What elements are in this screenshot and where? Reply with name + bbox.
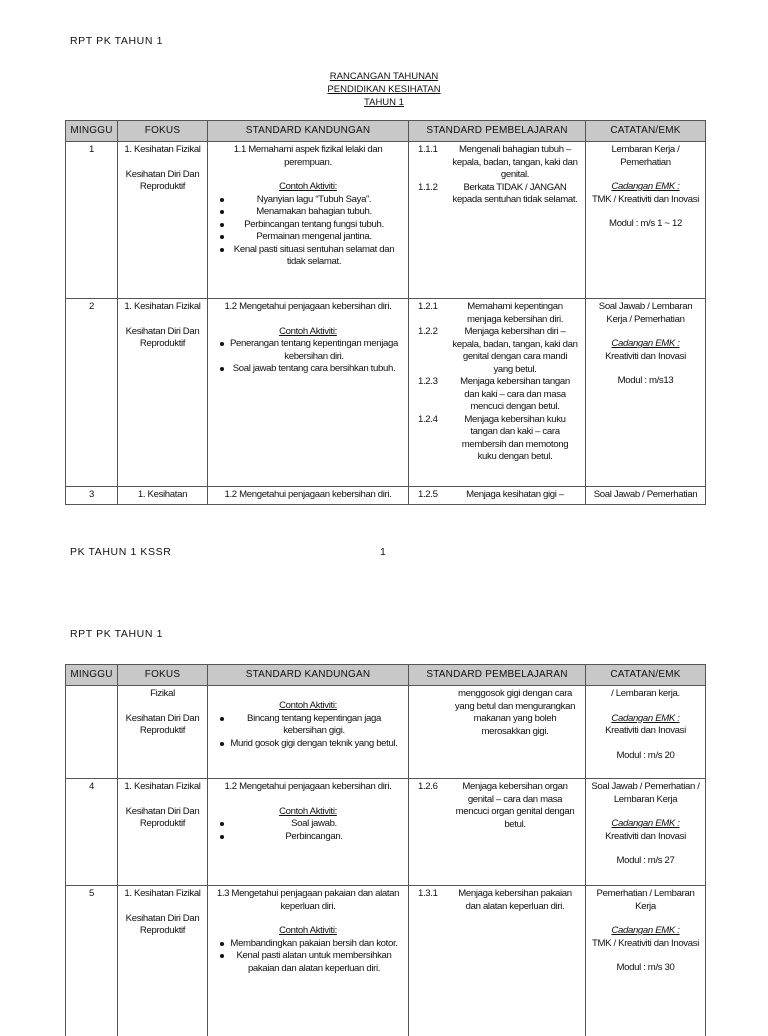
aktiviti-label: Contoh Aktiviti:: [279, 325, 337, 337]
emk-value: TMK / Kreativiti dan Inovasi: [592, 937, 699, 949]
standard-kandungan-cell: [208, 779, 409, 886]
fokus-title: 1. Kesihatan Fizikal: [124, 781, 201, 792]
list-item: Bincang tentang kepentingan jaga kebersihan gigi.: [211, 713, 405, 738]
fokus-title: 1. Kesihatan Fizikal: [124, 888, 201, 899]
standard-pembelajaran-cell: [409, 487, 586, 505]
emk-value: Kreativiti dan Inovasi: [605, 725, 686, 736]
aktiviti-list: [211, 338, 405, 376]
minggu-cell: 3: [66, 487, 118, 505]
minggu-cell: 5: [66, 886, 118, 1036]
kaedah: Pemerhatian / Lembaran Kerja: [596, 888, 695, 912]
sk-title: 1.2 Mengetahui penjagaan kebersihan diri.: [224, 301, 392, 312]
page-number: 1: [380, 546, 387, 558]
list-item: Nyanyian lagu “Tubuh Saya”.: [211, 194, 405, 207]
standard-pembelajaran-cell: [409, 886, 586, 1036]
document-title: [0, 70, 768, 109]
standard-pembelajaran-cell: [409, 779, 586, 886]
emk-label: Cadangan EMK :: [611, 925, 680, 936]
fokus-title: 1. Kesihatan Fizikal: [124, 301, 201, 312]
standard-pembelajaran-cell: [409, 299, 586, 487]
standard-pembelajaran-cell: [409, 142, 586, 299]
standard-pembelajaran-cell: [409, 686, 586, 779]
emk-value: TMK / Kreativiti dan Inovasi: [592, 193, 699, 205]
sk-title: 1.2 Mengetahui penjagaan kebersihan diri.: [224, 781, 392, 792]
sp-item: 1.2.6 Menjaga kebersihan organ genital – cara dan masa mencuci organ genital dengan betul.: [418, 781, 575, 830]
aktiviti-list: [211, 818, 405, 843]
fokus-sub: Kesihatan Diri Dan Reproduktif: [125, 805, 200, 829]
catatan-cell: [586, 686, 706, 779]
table-row: [66, 299, 706, 487]
sp-item: 1.2.4 Menjaga kebersihan kuku tangan dan kaki – cara membersih dan memotong kuku dengan betul.: [418, 413, 569, 462]
aktiviti-list: [211, 938, 405, 976]
table-row: [66, 886, 706, 1036]
title-line-1: RANCANGAN TAHUNAN: [329, 71, 439, 82]
list-item: Menamakan bahagian tubuh.: [211, 206, 405, 219]
catatan-cell: [586, 886, 706, 1036]
sp-item: menggosok gigi dengan cara yang betul dan mengurangkan makanan yang boleh merosakkan gigi.: [454, 688, 576, 737]
sp-item: 1.2.3 Menjaga kebersihan tangan dan kaki – cara dan masa mencuci dengan betul.: [418, 376, 570, 412]
title-line-3: TAHUN 1: [364, 97, 404, 108]
standard-kandungan-cell: [208, 886, 409, 1036]
sp-item: 1.1.2 Berkata TIDAK / JANGAN kepada sentuhan tidak selamat.: [418, 181, 578, 205]
list-item: Kenal pasti situasi sentuhan selamat dan tidak selamat.: [211, 244, 405, 269]
modul: Modul : m/s 27: [616, 855, 675, 866]
list-item: Murid gosok gigi dengan teknik yang betul.: [211, 738, 405, 751]
col-standard-kandungan: STANDARD KANDUNGAN: [208, 665, 409, 686]
fokus-title: 1. Kesihatan Fizikal: [124, 144, 201, 155]
emk-value: Kreativiti dan Inovasi: [605, 830, 686, 842]
fokus-cell: [118, 299, 208, 487]
sp-item: 1.3.1 Menjaga kebersihan pakaian dan alatan keperluan diri.: [418, 888, 572, 912]
list-item: Penerangan tentang kepentingan menjaga kebersihan diri.: [211, 338, 405, 363]
list-item: Permainan mengenal jantina.: [211, 231, 405, 244]
sk-title: 1.1 Memahami aspek fizikal lelaki dan perempuan.: [233, 144, 383, 168]
minggu-cell: [66, 686, 118, 779]
kaedah: / Lembaran kerja.: [611, 688, 680, 699]
aktiviti-label: Contoh Aktiviti:: [279, 805, 337, 817]
table-row: [66, 487, 706, 505]
col-standard-pembelajaran: STANDARD PEMBELAJARAN: [409, 665, 586, 686]
standard-kandungan-cell: [208, 142, 409, 299]
modul: Modul : m/s 30: [616, 962, 675, 973]
standard-kandungan-cell: [208, 686, 409, 779]
kaedah: Lembaran Kerja / Pemerhatian: [611, 144, 680, 168]
catatan-cell: [586, 779, 706, 886]
col-catatan-emk: CATATAN/EMK: [586, 665, 706, 686]
aktiviti-label: Contoh Aktiviti:: [279, 925, 337, 936]
kaedah: Soal Jawab / Pemerhatian / Lembaran Kerja: [591, 781, 700, 805]
fokus-sub: Kesihatan Diri Dan Reproduktif: [125, 325, 200, 349]
table-row: [66, 686, 706, 779]
list-item: Membandingkan pakaian bersih dan kotor.: [211, 938, 405, 951]
title-line-2: PENDIDIKAN KESIHATAN: [327, 84, 441, 95]
minggu-cell: 1: [66, 142, 118, 299]
sp-item: 1.2.1 Memahami kepentingan menjaga kebersihan diri.: [418, 301, 564, 325]
minggu-cell: 4: [66, 779, 118, 886]
rpt-table-page-1: [65, 120, 706, 505]
sp-item: 1.2.2 Menjaga kebersihan diri – kepala, badan, tangan, kaki dan genital dengan cara mandi yang betul.: [418, 326, 578, 375]
sk-title: 1.3 Mengetahui penjagaan pakaian dan alatan keperluan diri.: [216, 888, 400, 912]
fokus-cell: [118, 886, 208, 1036]
standard-kandungan-cell: [208, 299, 409, 487]
catatan-cell: [586, 299, 706, 487]
col-catatan-emk: CATATAN/EMK: [586, 121, 706, 142]
aktiviti-label: Contoh Aktiviti:: [279, 700, 337, 711]
standard-kandungan-cell: 1.2 Mengetahui penjagaan kebersihan diri.: [208, 487, 409, 505]
col-standard-kandungan: STANDARD KANDUNGAN: [208, 121, 409, 142]
col-fokus: FOKUS: [118, 121, 208, 142]
fokus-title: Fizikal: [150, 688, 175, 699]
list-item: Perbincangan tentang fungsi tubuh.: [211, 219, 405, 232]
catatan-cell: Soal Jawab / Pemerhatian: [586, 487, 706, 505]
page-header: RPT PK TAHUN 1: [70, 628, 164, 640]
fokus-cell: [118, 686, 208, 779]
fokus-sub: Kesihatan Diri Dan Reproduktif: [125, 168, 200, 192]
col-minggu: MINGGU: [66, 665, 118, 686]
table-header-row: [66, 665, 706, 686]
aktiviti-list: [211, 194, 405, 269]
col-minggu: MINGGU: [66, 121, 118, 142]
sp-item: 1.1.1 Mengenali bahagian tubuh – kepala, badan, tangan, kaki dan genital.: [418, 144, 578, 180]
minggu-cell: 2: [66, 299, 118, 487]
list-item: Kenal pasti alatan untuk membersihkan pakaian dan alatan keperluan diri.: [211, 950, 405, 975]
list-item: Soal jawab.: [211, 818, 405, 831]
emk-label: Cadangan EMK :: [611, 712, 680, 724]
col-fokus: FOKUS: [118, 665, 208, 686]
emk-label: Cadangan EMK :: [611, 181, 680, 192]
modul: Modul : m/s13: [617, 375, 674, 386]
fokus-cell: [118, 142, 208, 299]
page-header: RPT PK TAHUN 1: [70, 35, 164, 47]
fokus-sub: Kesihatan Diri Dan Reproduktif: [125, 712, 200, 736]
catatan-cell: [586, 142, 706, 299]
table-row: [66, 779, 706, 886]
fokus-cell: [118, 779, 208, 886]
emk-value: Kreativiti dan Inovasi: [605, 350, 686, 362]
sp-item: 1.2.5 Menjaga kesihatan gigi –: [418, 489, 564, 500]
emk-label: Cadangan EMK :: [611, 338, 680, 349]
rpt-table-page-2: [65, 664, 706, 1036]
table-header-row: [66, 121, 706, 142]
fokus-sub: Kesihatan Diri Dan Reproduktif: [125, 912, 200, 936]
page-footer-left: PK TAHUN 1 KSSR: [70, 546, 172, 558]
fokus-cell: 1. Kesihatan: [118, 487, 208, 505]
list-item: Soal jawab tentang cara bersihkan tubuh.: [211, 363, 405, 376]
aktiviti-list: [211, 713, 405, 751]
modul: Modul : m/s 20: [616, 749, 675, 761]
modul: Modul : m/s 1 ~ 12: [609, 218, 682, 229]
col-standard-pembelajaran: STANDARD PEMBELAJARAN: [409, 121, 586, 142]
aktiviti-label: Contoh Aktiviti:: [279, 181, 337, 192]
list-item: Perbincangan.: [211, 831, 405, 844]
table-row: [66, 142, 706, 299]
emk-label: Cadangan EMK :: [611, 818, 680, 829]
kaedah: Soal Jawab / Lembaran Kerja / Pemerhatian: [598, 301, 693, 325]
